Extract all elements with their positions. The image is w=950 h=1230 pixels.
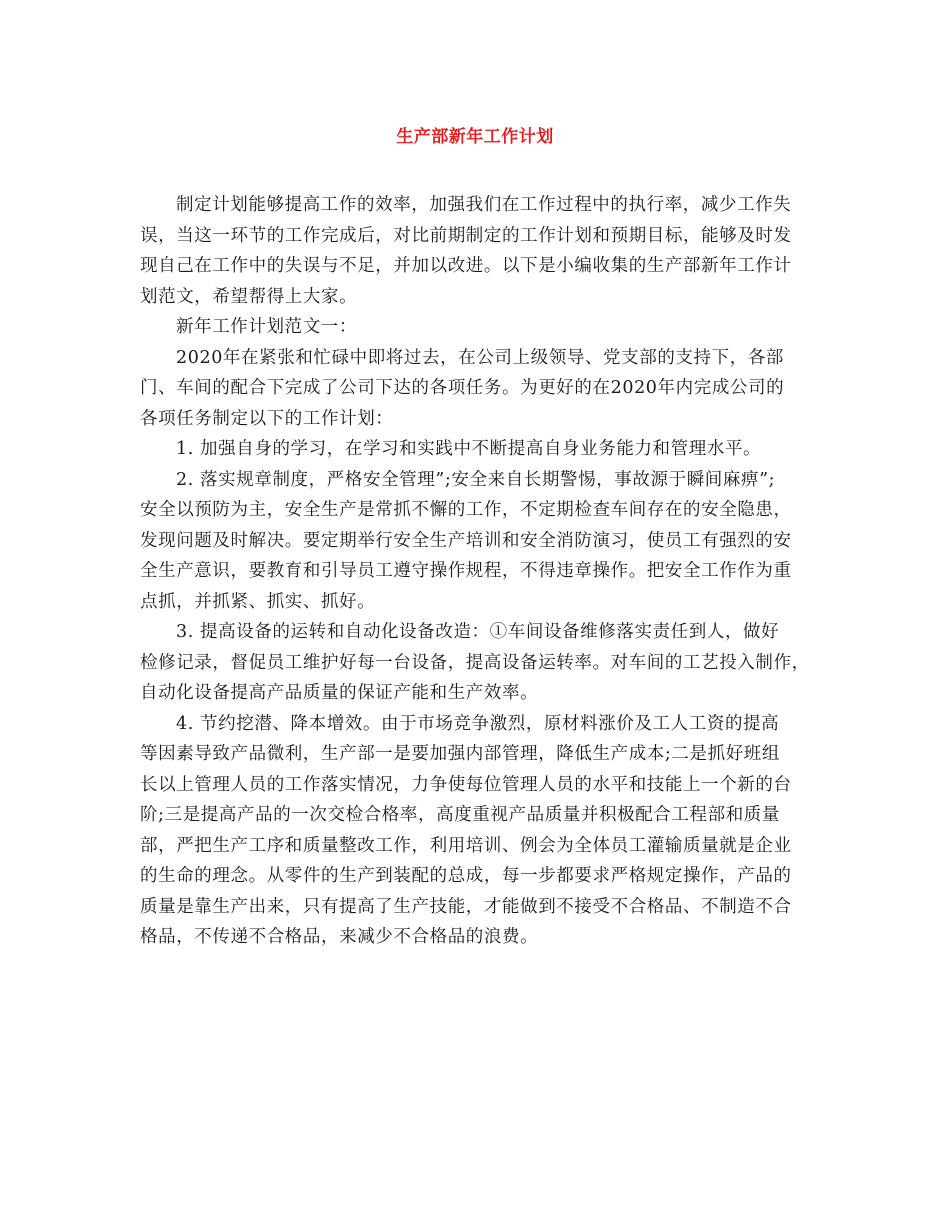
document-title: 生产部新年工作计划 — [396, 127, 554, 147]
text-line: 检修记录，督促员工维护好每一台设备，提高设备运转率。对车间的工艺投入制作， — [140, 652, 810, 673]
text-line: 自动化设备提高产品质量的保证产能和生产效率。 — [140, 683, 539, 703]
text-line: 误，当这一环节的工作完成后，对比前期制定的工作计划和预期目标，能够及时发 — [140, 225, 792, 246]
text-line: 的生命的理念。从零件的生产到装配的总成，每一步都要求严格规定操作，产品的 — [140, 866, 792, 886]
text-line: 阶;三是提高产品的一次交检合格率，高度重视产品质量并积极配合工程部和质量 — [140, 805, 780, 825]
text-line: 全生产意识，要教育和引导员工遵守操作规程，不得违章操作。把安全工作作为重 — [140, 561, 792, 581]
text-line: 发现问题及时解决。要定期举行安全生产培训和安全消防演习，使员工有强烈的安 — [140, 530, 792, 551]
paragraph-sample-heading — [140, 312, 812, 343]
text-line: 1. 加强自身的学习，在学习和实践中不断提高自身业务能力和管理水平。 — [176, 439, 762, 459]
text-line: 长以上管理人员的工作落实情况，力争使每位管理人员的水平和技能上一个新的台 — [140, 774, 792, 795]
text-line: 点抓，并抓紧、抓实、抓好。 — [140, 591, 376, 612]
text-line: 等因素导致产品微利，生产部一是要加强内部管理，降低生产成本;二是抓好班组 — [140, 744, 780, 764]
text-line: 2020年在紧张和忙碌中即将过去，在公司上级领导、党支部的支持下，各部 — [176, 347, 785, 368]
paragraph-item-1 — [140, 434, 812, 465]
text-line: 部，严把生产工序和质量整改工作，利用培训、例会为全体员工灌输质量就是企业 — [140, 835, 792, 856]
text-line: 划范文，希望帮得上大家。 — [140, 286, 358, 307]
text-line: 制定计划能够提高工作的效率，加强我们在工作过程中的执行率，减少工作失 — [176, 195, 792, 215]
text-line: 4. 节约挖潜、降本增效。由于市场竞争激烈，原材料涨价及工人工资的提高 — [176, 713, 780, 734]
text-line: 格品，不传递不合格品，来减少不合格品的浪费。 — [140, 927, 539, 947]
text-line: 安全以预防为主，安全生产是常抓不懈的工作，不定期检查车间存在的安全隐患， — [140, 500, 792, 520]
document-body — [140, 190, 812, 953]
paragraph-overview — [140, 343, 812, 435]
paragraph-intro — [140, 190, 812, 312]
paragraph-item-2 — [140, 465, 812, 618]
text-line: 现自己在工作中的失误与不足，并加以改进。以下是小编收集的生产部新年工作计 — [140, 256, 792, 276]
text-line: 3. 提高设备的运转和自动化设备改造：①车间设备维修落实责任到人，做好 — [176, 622, 780, 642]
text-line: 质量是靠生产出来，只有提高了生产技能，才能做到不接受不合格品、不制造不合 — [140, 896, 792, 917]
text-line: 新年工作计划范文一： — [176, 317, 357, 337]
text-line: 2. 落实规章制度，严格安全管理”;安全来自长期警惕，事故源于瞬间麻痹”; — [176, 469, 776, 490]
text-line: 门、车间的配合下完成了公司下达的各项任务。为更好的在2020年内完成公司的 — [140, 378, 785, 398]
paragraph-item-4 — [140, 709, 812, 953]
text-line: 各项任务制定以下的工作计划： — [140, 408, 394, 429]
paragraph-item-3 — [140, 617, 812, 709]
